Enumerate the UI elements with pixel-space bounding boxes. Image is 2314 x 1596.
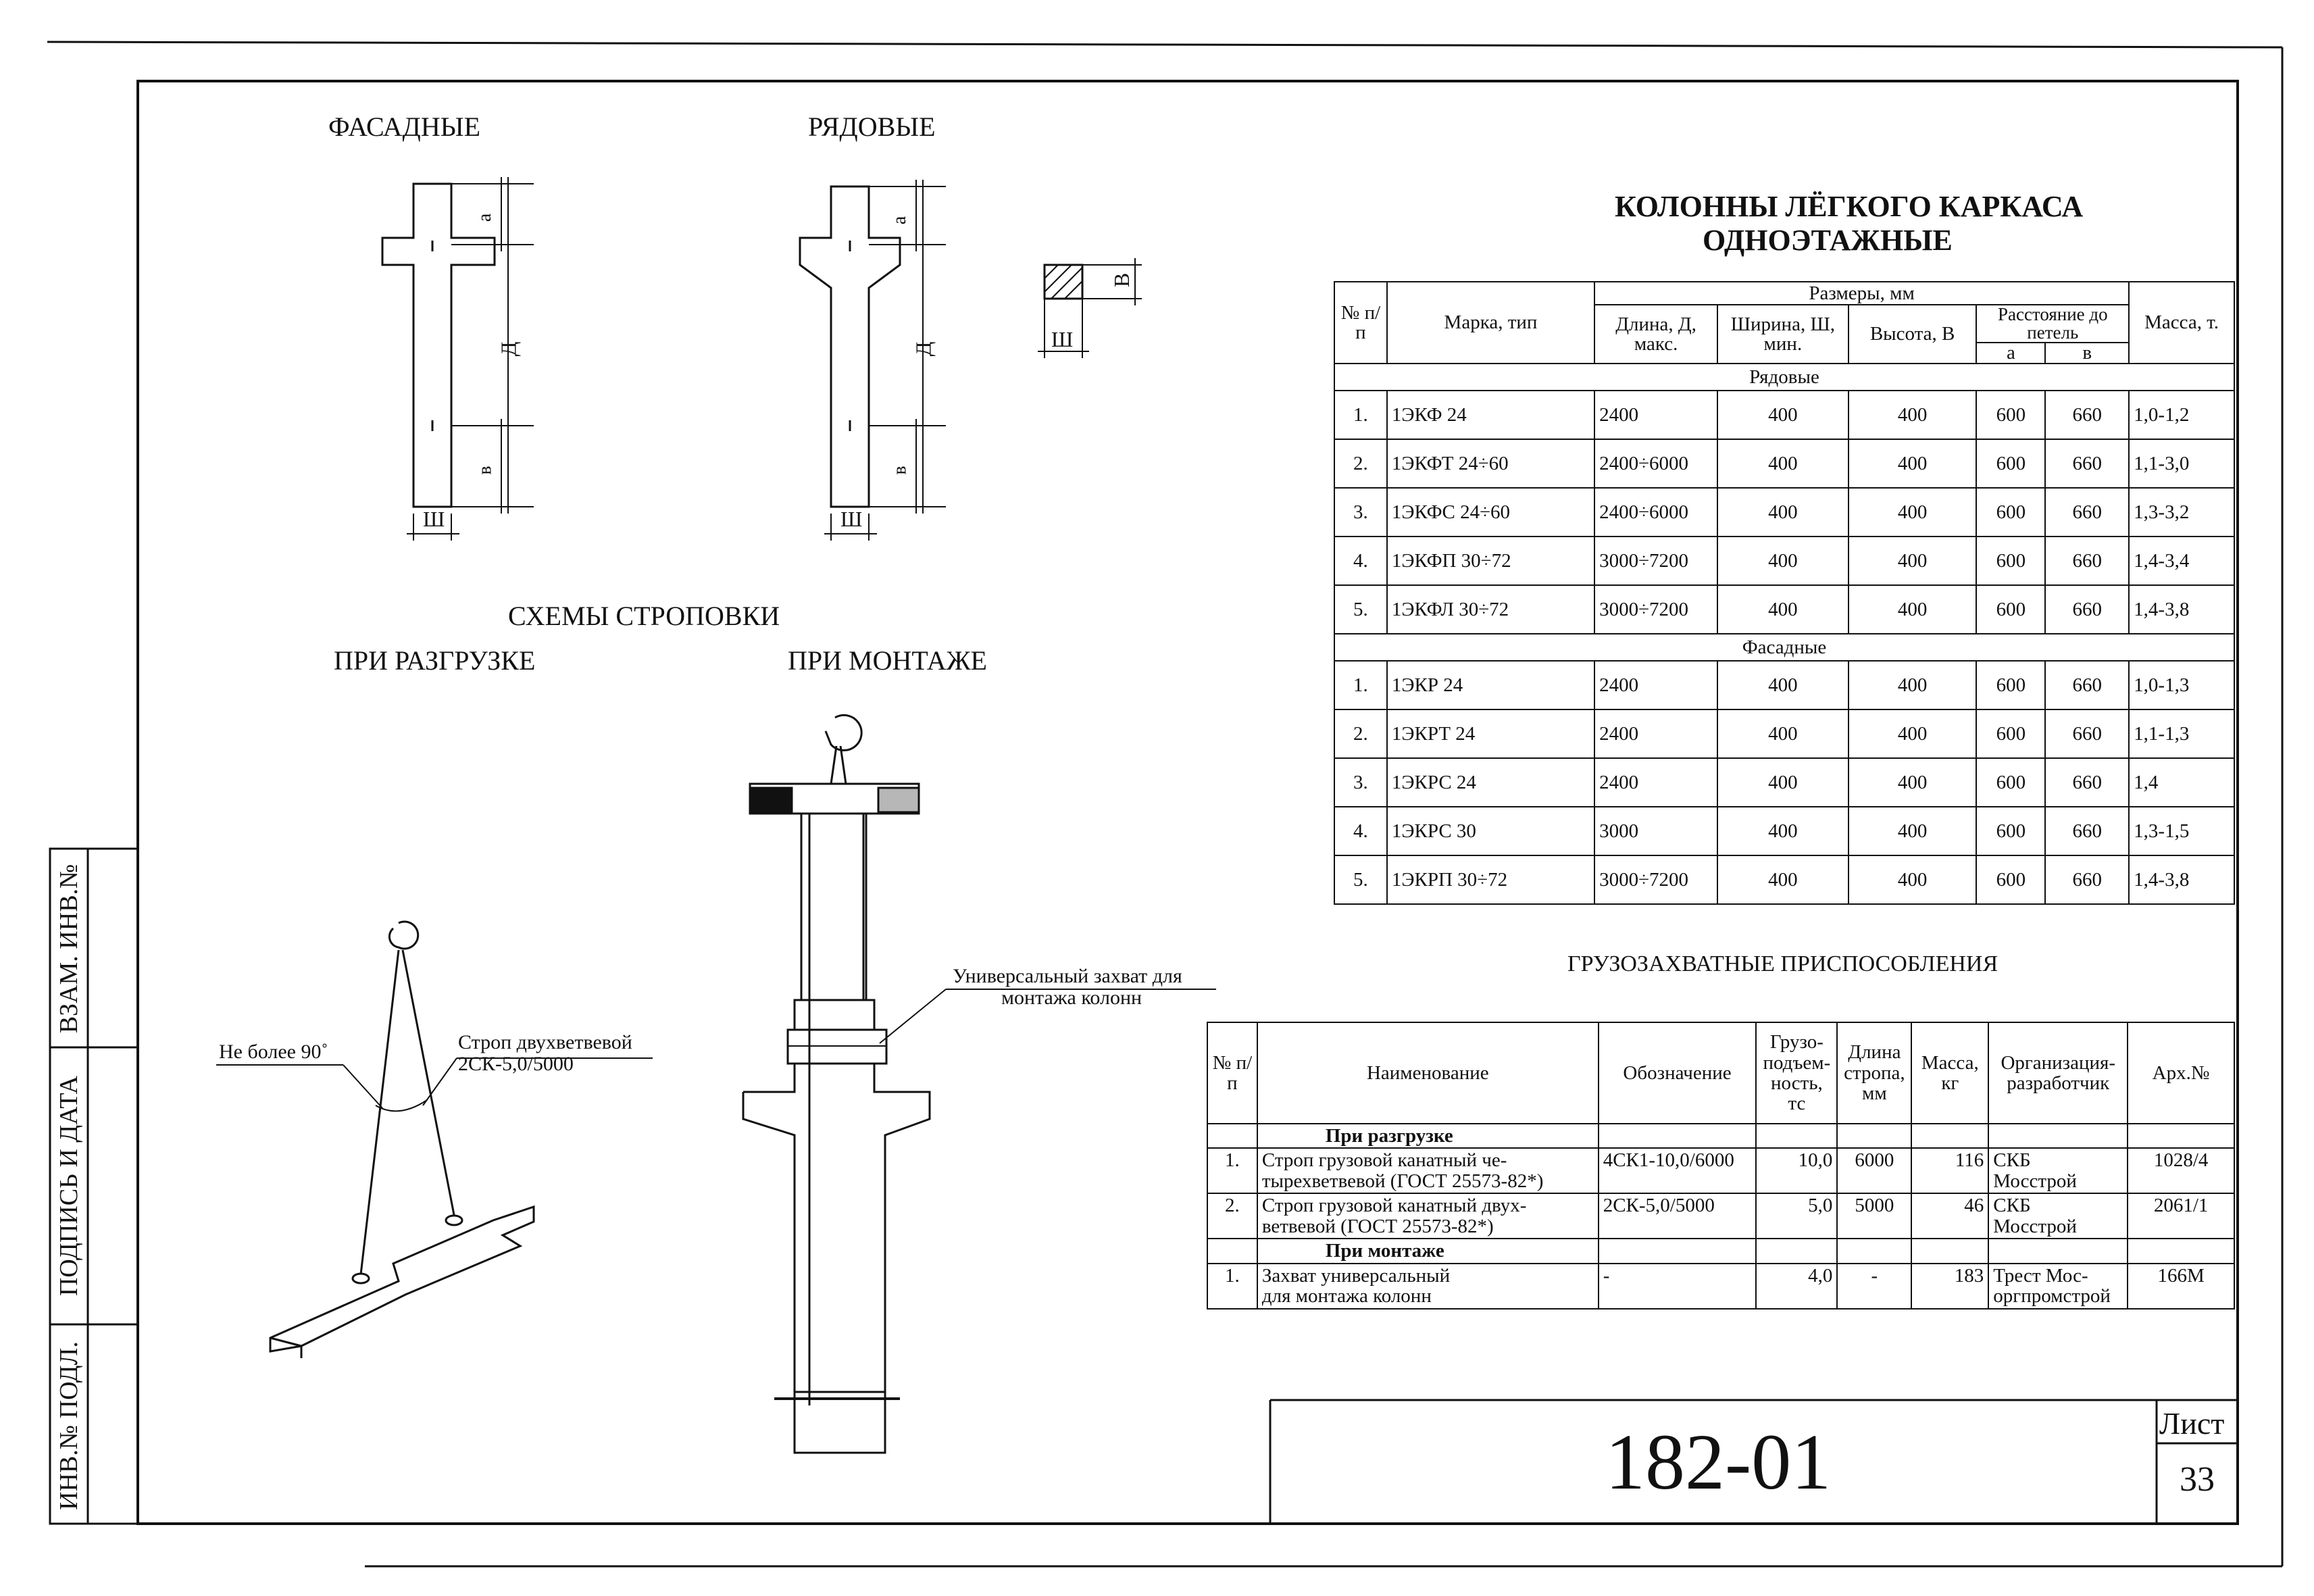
cell-a: 600 — [1976, 488, 2045, 537]
device-row — [1207, 1193, 2234, 1239]
cell-mark: 1ЭКФП 30÷72 — [1387, 537, 1594, 585]
heading-facade: ФАСАДНЫЕ — [328, 111, 481, 142]
cell-h: 400 — [1848, 709, 1977, 758]
cell-len: 2400÷6000 — [1594, 439, 1717, 488]
cell-mass: 1,1-3,0 — [2129, 439, 2234, 488]
dev-header-num: № п/п — [1207, 1022, 1257, 1124]
cell-mass: 1,4-3,4 — [2129, 537, 2234, 585]
cell-a: 600 — [1976, 439, 2045, 488]
cell-a: 600 — [1976, 585, 2045, 634]
cell-v: 660 — [2045, 661, 2129, 709]
cell-mark: 1ЭКРП 30÷72 — [1387, 855, 1594, 904]
cell-v: 660 — [2045, 488, 2129, 537]
cell-mass: 1,0-1,2 — [2129, 391, 2234, 439]
device-capacity: 5,0 — [1756, 1193, 1837, 1239]
cell-a: 600 — [1976, 855, 2045, 904]
heading-mounting: ПРИ МОНТАЖЕ — [788, 645, 987, 676]
col-header-width: Ширина, Ш, мин. — [1717, 305, 1848, 364]
cell-mass: 1,4 — [2129, 758, 2234, 807]
cell-len: 2400 — [1594, 709, 1717, 758]
cell-len: 2400 — [1594, 661, 1717, 709]
annotation-sling-line2: 2СК-5,0/5000 — [458, 1053, 574, 1075]
dim-label-a-row: а — [889, 216, 911, 225]
cell-n: 2. — [1334, 709, 1387, 758]
device-org — [1988, 1193, 2128, 1239]
dev-header-mass: Масса, кг — [1911, 1022, 1988, 1124]
column-table-row — [1334, 709, 2234, 758]
cell-n: 4. — [1334, 807, 1387, 855]
cell-v: 660 — [2045, 537, 2129, 585]
dev-header-org: Организация- разработчик — [1988, 1022, 2128, 1124]
mounting-scheme-drawing — [743, 715, 1216, 1453]
cell-mark: 1ЭКРС 30 — [1387, 807, 1594, 855]
cell-w: 400 — [1717, 758, 1848, 807]
cell-w: 400 — [1717, 807, 1848, 855]
cell-mark: 1ЭКРС 24 — [1387, 758, 1594, 807]
heading-lifting-devices: ГРУЗОЗАХВАТНЫЕ ПРИСПОСОБЛЕНИЯ — [1567, 951, 1998, 976]
cell-mark: 1ЭКФС 24÷60 — [1387, 488, 1594, 537]
cell-n: 5. — [1334, 855, 1387, 904]
cell-mass: 1,4-3,8 — [2129, 585, 2234, 634]
cell-n: 3. — [1334, 758, 1387, 807]
cell-v: 660 — [2045, 807, 2129, 855]
column-table-row — [1334, 537, 2234, 585]
dev-header-length: Длина стропа, мм — [1837, 1022, 1911, 1124]
column-table-row — [1334, 661, 2234, 709]
cell-mark: 1ЭКРТ 24 — [1387, 709, 1594, 758]
cell-mark: 1ЭКФТ 24÷60 — [1387, 439, 1594, 488]
cell-n: 4. — [1334, 537, 1387, 585]
cell-h: 400 — [1848, 855, 1977, 904]
device-group-row — [1207, 1124, 2234, 1148]
cell-v: 660 — [2045, 758, 2129, 807]
cell-a: 600 — [1976, 661, 2045, 709]
cell-empty — [1599, 1239, 1757, 1263]
facade-column-drawing — [382, 177, 534, 541]
col-header-a: а — [1976, 343, 2045, 364]
device-num: 2. — [1207, 1193, 1257, 1239]
unloading-scheme-drawing — [216, 922, 653, 1358]
stamp-vzam: ВЗАМ. ИНВ.№ — [55, 864, 83, 1034]
col-header-sizes: Размеры, мм — [1594, 282, 2129, 305]
cell-w: 400 — [1717, 855, 1848, 904]
cell-h: 400 — [1848, 488, 1977, 537]
device-group-row — [1207, 1239, 2234, 1263]
cell-mass: 1,3-3,2 — [2129, 488, 2234, 537]
sheet-top-line — [47, 42, 2282, 47]
col-header-distance: Расстояние до петель — [1976, 305, 2129, 343]
device-name — [1257, 1264, 1599, 1309]
cell-v: 660 — [2045, 855, 2129, 904]
col-header-num: № п/п — [1334, 282, 1387, 364]
dim-label-v-row: в — [889, 466, 911, 475]
device-org-line: СКБ — [1993, 1149, 2031, 1172]
dim-label-sh-section: Ш — [1051, 327, 1074, 351]
cell-n: 2. — [1334, 439, 1387, 488]
dim-label-d-facade: Д — [496, 341, 521, 357]
dev-header-capacity: Грузо- подъем- ность, тс — [1756, 1022, 1837, 1124]
cell-n: 1. — [1334, 661, 1387, 709]
section-row-name: Рядовые — [1334, 364, 2234, 391]
device-name-line: Строп грузовой канатный че- — [1261, 1149, 1507, 1172]
cell-v: 660 — [2045, 439, 2129, 488]
dim-label-v-facade: в — [474, 466, 496, 475]
cell-empty — [1599, 1124, 1757, 1148]
cell-empty — [2128, 1239, 2234, 1263]
device-org-line: Мосстрой — [1993, 1170, 2077, 1192]
cell-len: 3000÷7200 — [1594, 537, 1717, 585]
title-block-sheet-number: 33 — [2180, 1460, 2215, 1499]
column-table-row — [1334, 758, 2234, 807]
cell-w: 400 — [1717, 488, 1848, 537]
cell-h: 400 — [1848, 661, 1977, 709]
row-column-drawing — [800, 180, 946, 541]
col-header-v: в — [2045, 343, 2129, 364]
heading-unloading: ПРИ РАЗГРУЗКЕ — [334, 645, 536, 676]
col-header-mass: Масса, т. — [2129, 282, 2234, 364]
device-org-line: оргпромстрой — [1993, 1285, 2111, 1307]
annotation-grip-line1: Универсальный захват для — [953, 965, 1182, 987]
col-header-height: Высота, В — [1848, 305, 1977, 364]
cell-h: 400 — [1848, 391, 1977, 439]
cell-a: 600 — [1976, 709, 2045, 758]
cell-empty — [2128, 1124, 2234, 1148]
cell-v: 660 — [2045, 391, 2129, 439]
device-arch: 166М — [2128, 1264, 2234, 1309]
device-org-line: Мосстрой — [1993, 1215, 2077, 1237]
cell-mark: 1ЭКФЛ 30÷72 — [1387, 585, 1594, 634]
cell-n: 1. — [1334, 391, 1387, 439]
cell-empty — [1207, 1239, 1257, 1263]
cell-len: 2400 — [1594, 391, 1717, 439]
cell-len: 2400÷6000 — [1594, 488, 1717, 537]
dev-header-designation: Обозначение — [1599, 1022, 1757, 1124]
cell-w: 400 — [1717, 709, 1848, 758]
cell-h: 400 — [1848, 537, 1977, 585]
cell-h: 400 — [1848, 758, 1977, 807]
cell-empty — [1756, 1239, 1837, 1263]
cell-w: 400 — [1717, 661, 1848, 709]
cell-h: 400 — [1848, 807, 1977, 855]
col-header-length: Длина, Д, макс. — [1594, 305, 1717, 364]
cell-empty — [1837, 1239, 1911, 1263]
device-num: 1. — [1207, 1148, 1257, 1193]
device-group-title: При разгрузке — [1257, 1124, 1599, 1148]
annotation-grip-line2: монтажа колонн — [1001, 987, 1142, 1009]
dim-label-sh-facade: Ш — [423, 507, 445, 531]
column-table-row — [1334, 807, 2234, 855]
device-arch: 2061/1 — [2128, 1193, 2234, 1239]
device-group-title: При монтаже — [1257, 1239, 1599, 1263]
column-table-row — [1334, 855, 2234, 904]
device-name-line: Строп грузовой канатный двух- — [1261, 1195, 1527, 1217]
device-designation: 4СК1-10,0/6000 — [1599, 1148, 1757, 1193]
device-num: 1. — [1207, 1264, 1257, 1309]
dim-label-sh-row: Ш — [840, 507, 863, 531]
device-name-line: Захват универсальный — [1261, 1264, 1451, 1287]
device-length: 6000 — [1837, 1148, 1911, 1193]
heading-slinging-schemes: СХЕМЫ СТРОПОВКИ — [508, 601, 780, 631]
device-name — [1257, 1193, 1599, 1239]
cell-mass: 1,4-3,8 — [2129, 855, 2234, 904]
column-table-row — [1334, 391, 2234, 439]
cell-mass: 1,1-1,3 — [2129, 709, 2234, 758]
device-mass: 46 — [1911, 1193, 1988, 1239]
cell-n: 5. — [1334, 585, 1387, 634]
dim-label-a-facade: а — [474, 213, 496, 222]
cell-empty — [1911, 1239, 1988, 1263]
section-facade-name: Фасадные — [1334, 634, 2234, 661]
cell-empty — [1988, 1124, 2128, 1148]
cell-h: 400 — [1848, 439, 1977, 488]
cell-a: 600 — [1976, 758, 2045, 807]
cell-len: 3000÷7200 — [1594, 585, 1717, 634]
device-name-line: тырехветвевой (ГОСТ 25573-82*) — [1261, 1170, 1544, 1192]
cell-len: 3000 — [1594, 807, 1717, 855]
cell-w: 400 — [1717, 585, 1848, 634]
cell-mark: 1ЭКР 24 — [1387, 661, 1594, 709]
device-designation: 2СК-5,0/5000 — [1599, 1193, 1757, 1239]
dev-header-name: Наименование — [1257, 1022, 1599, 1124]
dim-label-d-row: Д — [911, 341, 936, 357]
device-capacity: 10,0 — [1756, 1148, 1837, 1193]
main-title-line1: КОЛОННЫ ЛЁГКОГО КАРКАСА — [1615, 190, 2084, 223]
cell-mass: 1,0-1,3 — [2129, 661, 2234, 709]
device-org — [1988, 1148, 2128, 1193]
device-row — [1207, 1148, 2234, 1193]
main-title-line2: ОДНОЭТАЖНЫЕ — [1703, 224, 1953, 257]
cell-empty — [1207, 1124, 1257, 1148]
cell-empty — [1837, 1124, 1911, 1148]
cell-w: 400 — [1717, 391, 1848, 439]
cell-w: 400 — [1717, 537, 1848, 585]
annotation-sling-line1: Строп двухветвевой — [458, 1031, 632, 1053]
device-arch: 1028/4 — [2128, 1148, 2234, 1193]
stamp-inv-podl: ИНВ.№ ПОДЛ. — [55, 1341, 83, 1510]
cell-a: 600 — [1976, 391, 2045, 439]
title-block-code: 182-01 — [1605, 1418, 1832, 1506]
cell-empty — [1756, 1124, 1837, 1148]
device-name-line: для монтажа колонн — [1261, 1285, 1432, 1307]
dim-label-b-section: В — [1109, 272, 1134, 288]
device-org-line: СКБ — [1993, 1195, 2031, 1217]
column-table-row — [1334, 488, 2234, 537]
device-mass: 183 — [1911, 1264, 1988, 1309]
columns-table — [1334, 281, 2235, 905]
device-org-line: Трест Мос- — [1993, 1264, 2088, 1287]
cell-mark: 1ЭКФ 24 — [1387, 391, 1594, 439]
col-header-mark: Марка, тип — [1387, 282, 1594, 364]
device-capacity: 4,0 — [1756, 1264, 1837, 1309]
device-name — [1257, 1148, 1599, 1193]
cell-h: 400 — [1848, 585, 1977, 634]
device-org — [1988, 1264, 2128, 1309]
cell-empty — [1911, 1124, 1988, 1148]
cell-w: 400 — [1717, 439, 1848, 488]
cell-n: 3. — [1334, 488, 1387, 537]
device-length: - — [1837, 1264, 1911, 1309]
annotation-angle: Не более 90˚ — [219, 1041, 328, 1063]
device-designation: - — [1599, 1264, 1757, 1309]
column-table-row — [1334, 585, 2234, 634]
device-name-line: ветвевой (ГОСТ 25573-82*) — [1261, 1215, 1494, 1237]
heading-row: РЯДОВЫЕ — [808, 111, 936, 142]
device-row — [1207, 1264, 2234, 1309]
cell-v: 660 — [2045, 585, 2129, 634]
cell-a: 600 — [1976, 807, 2045, 855]
devices-table — [1207, 1022, 2235, 1310]
cell-v: 660 — [2045, 709, 2129, 758]
cell-len: 2400 — [1594, 758, 1717, 807]
dev-header-arch: Арх.№ — [2128, 1022, 2234, 1124]
device-length: 5000 — [1837, 1193, 1911, 1239]
cell-a: 600 — [1976, 537, 2045, 585]
stamp-podpis: ПОДПИСЬ И ДАТА — [55, 1075, 83, 1297]
cell-mass: 1,3-1,5 — [2129, 807, 2234, 855]
device-mass: 116 — [1911, 1148, 1988, 1193]
column-table-row — [1334, 439, 2234, 488]
cell-empty — [1988, 1239, 2128, 1263]
cell-len: 3000÷7200 — [1594, 855, 1717, 904]
title-block-sheet-label: Лист — [2159, 1406, 2225, 1441]
